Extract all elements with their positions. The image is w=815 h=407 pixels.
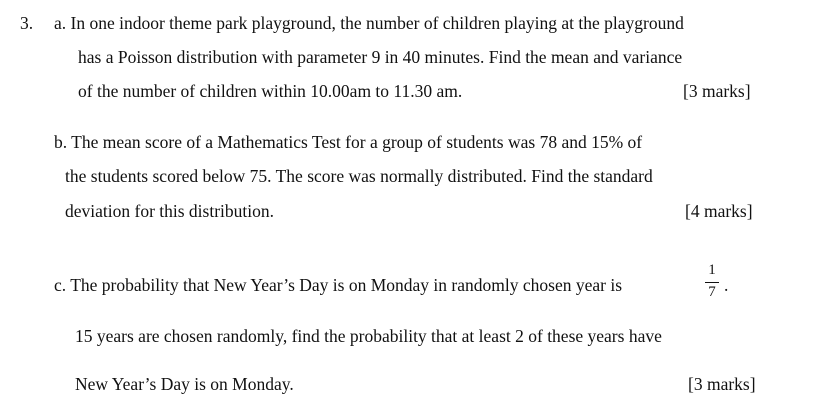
part-c-line-1-end: . bbox=[724, 275, 729, 295]
part-a-marks: [3 marks] bbox=[683, 81, 751, 101]
part-b-line-2: the students scored below 75. The score was normally distributed. Find the standard bbox=[65, 166, 653, 186]
part-c-line-2: 15 years are chosen randomly, find the probability that at least 2 of these years have bbox=[75, 326, 662, 346]
part-a-line-1: a. In one indoor theme park playground, the number of children playing at the playground bbox=[54, 13, 684, 33]
part-c-line-3: New Year’s Day is on Monday. bbox=[75, 374, 294, 394]
part-b-marks: [4 marks] bbox=[685, 201, 753, 221]
part-c-line-1: c. The probability that New Year’s Day is on Monday in randomly chosen year is bbox=[54, 275, 622, 295]
part-b-line-3: deviation for this distribution. bbox=[65, 201, 275, 221]
part-b-line-1: b. The mean score of a Mathematics Test for a group of students was 78 and 15% of bbox=[54, 132, 643, 152]
fraction-numerator: 1 bbox=[708, 262, 716, 278]
fraction-bar bbox=[705, 282, 719, 283]
part-c-marks: [3 marks] bbox=[688, 374, 756, 394]
part-a-line-2: has a Poisson distribution with parameter 9 in 40 minutes. Find the mean and variance bbox=[78, 47, 683, 67]
part-a-line-3: of the number of children within 10.00am to 11.30 am. bbox=[78, 81, 463, 101]
fraction-denominator: 7 bbox=[708, 284, 716, 300]
question-number: 3. bbox=[20, 13, 34, 33]
